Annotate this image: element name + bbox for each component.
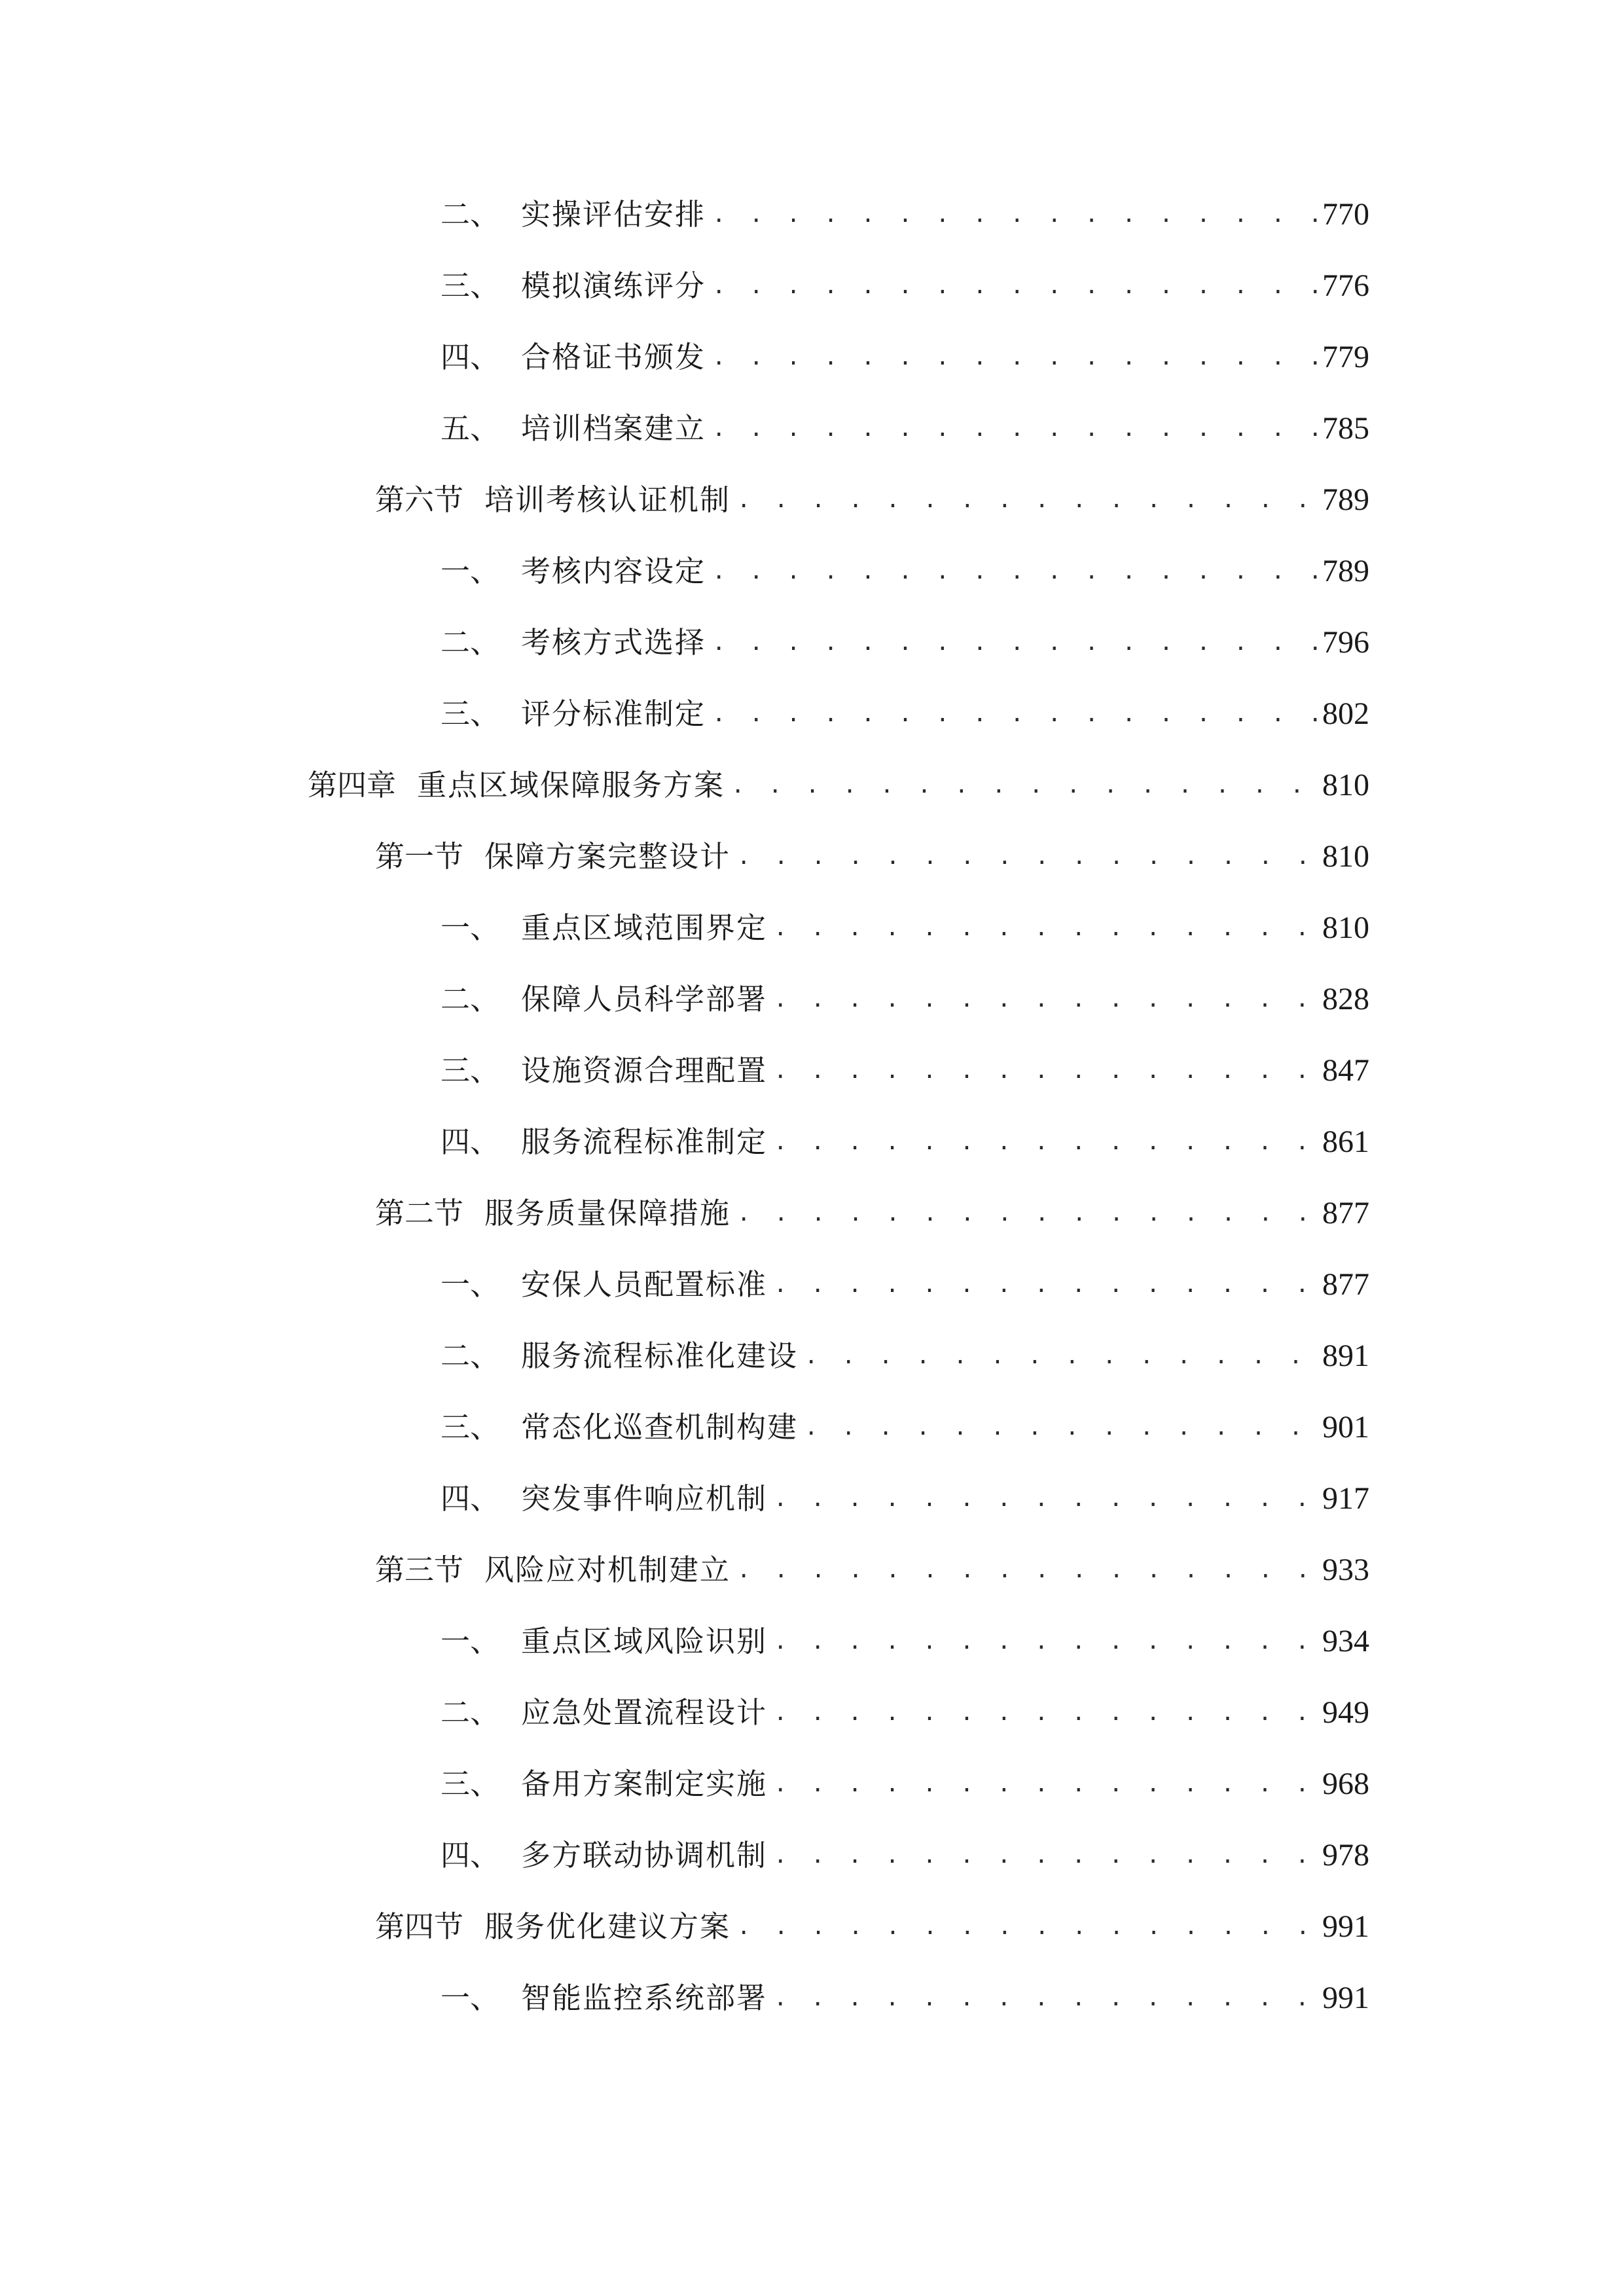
toc-entry-number: 一、 — [441, 910, 500, 945]
toc-entry[interactable] — [441, 545, 1369, 598]
toc-entry-number: 四、 — [441, 1838, 500, 1873]
toc-entry-page-number: 917 — [1322, 1481, 1369, 1516]
dot-leader — [706, 331, 1318, 384]
toc-entry-title: 培训考核认证机制 — [484, 482, 731, 517]
toc-entry-title: 重点区域保障服务方案 — [417, 768, 725, 802]
toc-entry[interactable] — [441, 1972, 1369, 2024]
toc-entry-page-number: 810 — [1322, 910, 1369, 945]
toc-section-entry[interactable] — [375, 1187, 1369, 1240]
dot-leader — [767, 902, 1318, 954]
toc-entry[interactable] — [441, 331, 1369, 384]
toc-entry-page-number: 978 — [1322, 1838, 1369, 1873]
toc-chapter-entry[interactable] — [308, 759, 1369, 812]
toc-entry[interactable] — [441, 1758, 1369, 1810]
toc-entry-page-number: 776 — [1322, 268, 1369, 303]
toc-entry-number: 第二节 — [375, 1196, 464, 1230]
dot-leader — [706, 617, 1318, 669]
toc-entry-number: 第一节 — [375, 839, 464, 874]
toc-entry[interactable] — [441, 403, 1369, 455]
toc-entry-title: 考核方式选择 — [521, 625, 706, 660]
dot-leader — [731, 1187, 1318, 1240]
toc-entry-title: 实操评估安排 — [521, 197, 706, 232]
toc-entry-title: 服务质量保障措施 — [484, 1196, 731, 1230]
toc-entry-page-number: 810 — [1322, 768, 1369, 802]
toc-entry-number: 三、 — [441, 696, 500, 731]
toc-entry-page-number: 891 — [1322, 1338, 1369, 1373]
toc-entry-page-number: 802 — [1322, 696, 1369, 731]
toc-entry-title: 设施资源合理配置 — [521, 1053, 768, 1088]
dot-leader — [767, 1615, 1318, 1668]
toc-entry[interactable] — [441, 688, 1369, 740]
toc-entry-page-number: 810 — [1322, 839, 1369, 874]
toc-entry-title: 合格证书颁发 — [521, 340, 706, 374]
toc-entry[interactable] — [441, 1687, 1369, 1739]
dot-leader — [706, 188, 1318, 241]
toc-entry-number: 一、 — [441, 554, 500, 588]
dot-leader — [731, 474, 1318, 526]
toc-entry-number: 三、 — [441, 1410, 500, 1444]
toc-section-entry[interactable] — [375, 1901, 1369, 1953]
toc-entry-page-number: 968 — [1322, 1767, 1369, 1801]
toc-entry-page-number: 779 — [1322, 340, 1369, 374]
toc-entry-title: 智能监控系统部署 — [521, 1981, 768, 2015]
dot-leader — [706, 403, 1318, 455]
toc-entry[interactable] — [441, 1116, 1369, 1168]
toc-entry[interactable] — [441, 188, 1369, 241]
toc-entry-number: 三、 — [441, 1053, 500, 1088]
toc-entry[interactable] — [441, 1615, 1369, 1668]
toc-entry-page-number: 934 — [1322, 1624, 1369, 1659]
toc-section-entry[interactable] — [375, 1544, 1369, 1596]
dot-leader — [767, 1972, 1318, 2024]
toc-entry-page-number: 796 — [1322, 625, 1369, 660]
toc-entry-page-number: 877 — [1322, 1267, 1369, 1302]
dot-leader — [798, 1330, 1318, 1382]
toc-entry-number: 二、 — [441, 1338, 500, 1373]
toc-entry-title: 备用方案制定实施 — [521, 1767, 768, 1801]
toc-entry-page-number: 847 — [1322, 1053, 1369, 1088]
toc-entry-title: 重点区域风险识别 — [521, 1624, 768, 1659]
toc-entry-number: 第四章 — [308, 768, 397, 802]
dot-leader — [767, 1687, 1318, 1739]
toc-section-entry[interactable] — [375, 474, 1369, 526]
dot-leader — [798, 1401, 1318, 1454]
toc-entry-page-number: 991 — [1322, 1981, 1369, 2015]
toc-entry-number: 二、 — [441, 197, 500, 232]
toc-entry[interactable] — [441, 1330, 1369, 1382]
toc-entry-page-number: 785 — [1322, 411, 1369, 446]
dot-leader — [731, 831, 1318, 883]
toc-entry-title: 服务流程标准制定 — [521, 1124, 768, 1159]
toc-entry-page-number: 861 — [1322, 1124, 1369, 1159]
toc-entry-number: 一、 — [441, 1624, 500, 1659]
toc-entry-page-number: 933 — [1322, 1552, 1369, 1587]
toc-entry-number: 第六节 — [375, 482, 464, 517]
toc-entry-title: 评分标准制定 — [521, 696, 706, 731]
toc-entry-page-number: 949 — [1322, 1695, 1369, 1730]
dot-leader — [767, 973, 1318, 1026]
toc-entry-page-number: 770 — [1322, 197, 1369, 232]
toc-entry-title: 服务流程标准化建设 — [521, 1338, 799, 1373]
toc-entry-page-number: 991 — [1322, 1909, 1369, 1944]
dot-leader — [725, 759, 1318, 812]
toc-entry[interactable] — [441, 1259, 1369, 1311]
toc-entry-number: 四、 — [441, 1481, 500, 1516]
dot-leader — [731, 1901, 1318, 1953]
toc-entry-title: 重点区域范围界定 — [521, 910, 768, 945]
toc-entry-number: 一、 — [441, 1981, 500, 2015]
toc-entry-number: 二、 — [441, 1695, 500, 1730]
toc-entry-title: 常态化巡查机制构建 — [521, 1410, 799, 1444]
toc-entry[interactable] — [441, 260, 1369, 312]
toc-entry-title: 多方联动协调机制 — [521, 1838, 768, 1873]
toc-entry[interactable] — [441, 1473, 1369, 1525]
toc-entry-page-number: 877 — [1322, 1196, 1369, 1230]
toc-entry[interactable] — [441, 1829, 1369, 1882]
toc-entry-title: 培训档案建立 — [521, 411, 706, 446]
toc-entry[interactable] — [441, 617, 1369, 669]
toc-entry[interactable] — [441, 902, 1369, 954]
dot-leader — [767, 1259, 1318, 1311]
dot-leader — [706, 688, 1318, 740]
toc-entry-title: 风险应对机制建立 — [484, 1552, 731, 1587]
toc-entry-title: 安保人员配置标准 — [521, 1267, 768, 1302]
toc-entry-title: 保障方案完整设计 — [484, 839, 731, 874]
dot-leader — [731, 1544, 1318, 1596]
toc-entry-page-number: 828 — [1322, 982, 1369, 1016]
toc-entry[interactable] — [441, 973, 1369, 1026]
toc-entry-number: 第三节 — [375, 1552, 464, 1587]
toc-entry-title: 模拟演练评分 — [521, 268, 706, 303]
toc-entry-title: 突发事件响应机制 — [521, 1481, 768, 1516]
dot-leader — [767, 1473, 1318, 1525]
toc-entry[interactable] — [441, 1045, 1369, 1097]
toc-entry-title: 应急处置流程设计 — [521, 1695, 768, 1730]
toc-entry-number: 二、 — [441, 982, 500, 1016]
toc-entry-number: 四、 — [441, 340, 500, 374]
toc-entry-title: 考核内容设定 — [521, 554, 706, 588]
dot-leader — [767, 1116, 1318, 1168]
toc-entry[interactable] — [441, 1401, 1369, 1454]
dot-leader — [767, 1045, 1318, 1097]
toc-entry-number: 一、 — [441, 1267, 500, 1302]
toc-entry-number: 四、 — [441, 1124, 500, 1159]
toc-entry-title: 服务优化建议方案 — [484, 1909, 731, 1944]
toc-entry-number: 三、 — [441, 1767, 500, 1801]
toc-entry-page-number: 789 — [1322, 482, 1369, 517]
toc-entry-number: 第四节 — [375, 1909, 464, 1944]
toc-section-entry[interactable] — [375, 831, 1369, 883]
toc-entry-number: 三、 — [441, 268, 500, 303]
dot-leader — [706, 545, 1318, 598]
toc-entry-page-number: 901 — [1322, 1410, 1369, 1444]
dot-leader — [706, 260, 1318, 312]
toc-entry-number: 五、 — [441, 411, 500, 446]
toc-entry-page-number: 789 — [1322, 554, 1369, 588]
dot-leader — [767, 1758, 1318, 1810]
toc-entry-title: 保障人员科学部署 — [521, 982, 768, 1016]
dot-leader — [767, 1829, 1318, 1882]
toc-entry-number: 二、 — [441, 625, 500, 660]
